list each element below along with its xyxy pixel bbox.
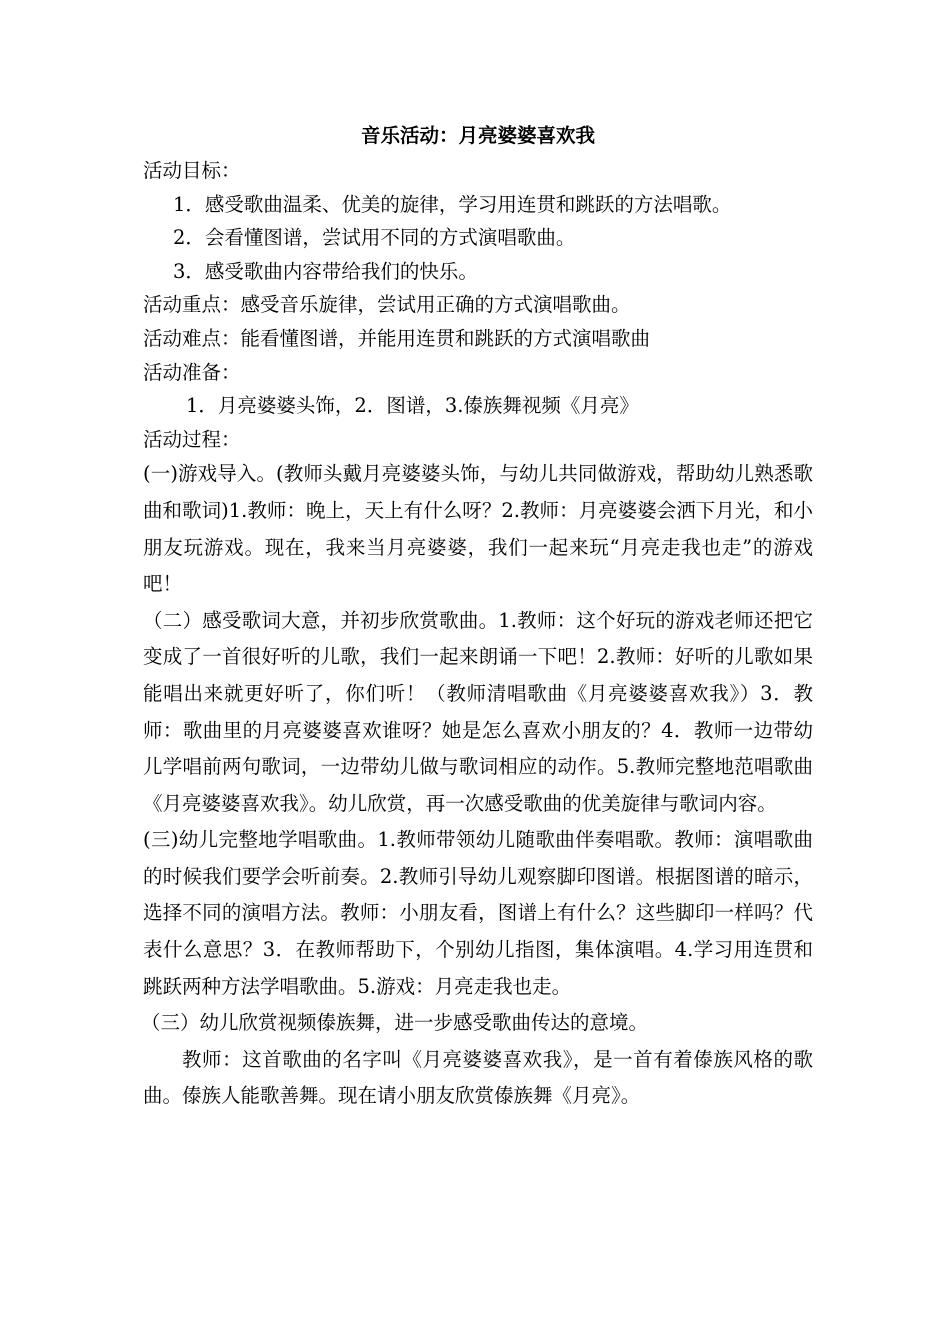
prep-items: 1．月亮婆婆头饰，2．图谱，3.傣族舞视频《月亮》 [186, 394, 639, 418]
process-step-2: （二）感受歌词大意，并初步欣赏歌曲。1.教师：这个好玩的游戏老师还把它变成了一首很好听的儿歌，我们一起来朗诵一下吧！2.教师：好听的儿歌如果能唱出来就更好听了，你们听！（教师清唱歌曲《月亮婆婆喜欢我》）3．教师：歌曲里的月亮婆婆喜欢谁呀？她是怎么喜欢小朋友的？4．教师一边带幼儿学唱前两句歌词，一边带幼儿做与歌词相应的动作。5.教师完整地范唱歌曲《月亮婆婆喜欢我》。幼儿欣赏，再一次感受歌曲的优美旋律与歌词内容。 [143, 608, 813, 815]
goal-item-1: 1．感受歌曲温柔、优美的旋律，学习用连贯和跳跃的方法唱歌。 [173, 192, 732, 216]
goal-item-3: 3．感受歌曲内容带给我们的快乐。 [173, 259, 478, 283]
process-step-1: (一)游戏导入。(教师头戴月亮婆婆头饰，与幼儿共同做游戏，帮助幼儿熟悉歌曲和歌词)1.教师：晚上，天上有什么呀？2.教师：月亮婆婆会洒下月光，和小朋友玩游戏。现在，我来当月亮婆婆，我们一起来玩“月亮走我也走”的游戏吧！ [143, 462, 813, 596]
difficulty-line: 活动难点：能看懂图谱，并能用连贯和跳跃的方式演唱歌曲 [143, 326, 651, 350]
process-heading: 活动过程： [143, 427, 241, 451]
focus-line: 活动重点：感受音乐旋律，尝试用正确的方式演唱歌曲。 [143, 293, 631, 317]
prep-heading: 活动准备： [143, 360, 241, 384]
process-step-5: 教师：这首歌曲的名字叫《月亮婆婆喜欢我》，是一首有着傣族风格的歌曲。傣族人能歌善舞。现在请小朋友欣赏傣族舞《月亮》。 [143, 1047, 813, 1108]
goal-item-2: 2．会看懂图谱，尝试用不同的方式演唱歌曲。 [173, 226, 576, 250]
process-step-4: （三）幼儿欣赏视频傣族舞，进一步感受歌曲传达的意境。 [141, 1011, 649, 1035]
document-body [143, 118, 813, 1115]
document-title: 音乐活动：月亮婆婆喜欢我 [360, 124, 595, 147]
process-step-3: (三)幼儿完整地学唱歌曲。1.教师带领幼儿随歌曲伴奏唱歌。教师：演唱歌曲的时候我们要学会听前奏。2.教师引导幼儿观察脚印图谱。根据图谱的暗示，选择不同的演唱方法。教师：小朋友看，图谱上有什么？这些脚印一样吗？代表什么意思？3．在教师帮助下，个别幼儿指图，集体演唱。4.学习用连贯和跳跃两种方法学唱歌曲。5.游戏：月亮走我也走。 [143, 828, 813, 998]
goals-heading: 活动目标： [143, 159, 241, 182]
